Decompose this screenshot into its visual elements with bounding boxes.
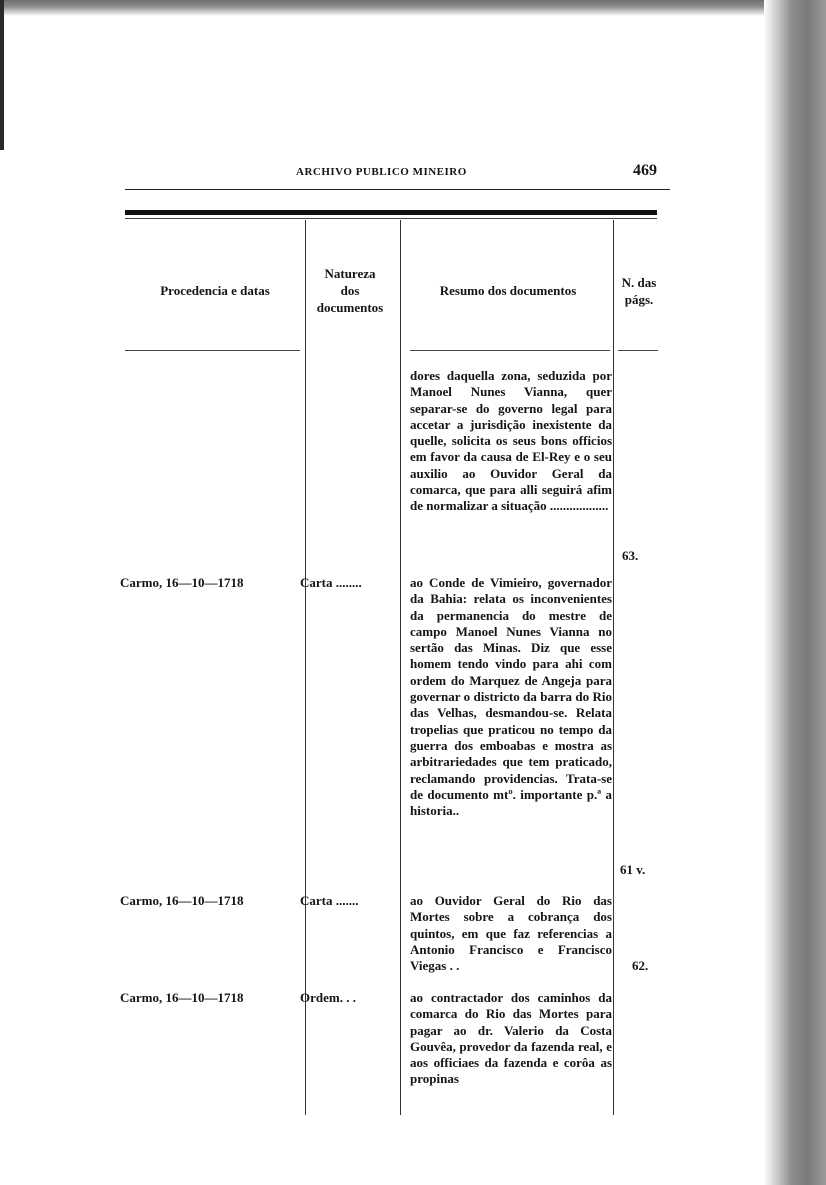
page-scan-left-edge [0, 0, 4, 150]
column-divider [400, 220, 401, 1115]
column-header-natureza-line: dos [340, 283, 360, 298]
column-header-natureza-line: documentos [316, 300, 384, 315]
table-top-thick-rule [125, 210, 657, 215]
column-header-paginas-line: págs. [624, 292, 654, 307]
column-header-natureza [300, 265, 400, 316]
column-divider [613, 220, 614, 1115]
entry-procedencia: Carmo, 16—10—1718 [120, 575, 244, 590]
header-bottom-rule [410, 350, 610, 351]
page-scan-binding-shadow [764, 0, 826, 1185]
entry-procedencia: Carmo, 16—10—1718 [120, 893, 244, 908]
column-header-resumo: Resumo dos documentos [439, 283, 577, 298]
column-header-natureza-line: Natureza [324, 266, 376, 281]
entry-paginas: 63. [622, 548, 639, 563]
entry-procedencia: Carmo, 16—10—1718 [120, 990, 244, 1005]
entry-paginas: 62. [632, 958, 649, 973]
entry-paginas: 61 v. [620, 862, 646, 877]
entry-resumo: ao contractador dos caminhos da comarca do Rio das Mortes para pagar ao dr. Valerio da Costa Gouvêa, provedor da fazenda real, e aos officiaes da fazenda e corôa as propinas [410, 990, 612, 1087]
column-header-procedencia: Procedencia e datas [160, 283, 270, 298]
column-header-paginas [614, 274, 664, 308]
entry-resumo: ao Conde de Vimieiro, governador da Bahia: relata os inconvenientes da permanencia do mestre de campo Manoel Nunes Vianna no sertão das Minas. Diz que esse homem tendo vindo para ahi com ordem do Marquez de Angeja para governar o districto da barra do Rio das Velhas, desmandou-se. Relata tropelias que praticou no tempo da guerra dos emboabas e mostra as arbitrariedades que tem praticado, reclamando providencias. Trata-se de documento mtº. importante p.ª a historia.. [410, 575, 612, 819]
entry-natureza: Ordem. . . [300, 990, 356, 1005]
entry-resumo: ao Ouvidor Geral do Rio das Mortes sobre a cobrança dos quintos, em que faz referencias a Antonio Francisco e Francisco Viegas . . [410, 893, 612, 974]
running-head: ARCHIVO PUBLICO MINEIRO [296, 166, 467, 178]
column-header-paginas-line: N. das [621, 275, 657, 290]
entry-resumo: dores daquella zona, seduzida por Manoel Nunes Vianna, quer separar-se do governo legal para accetar a jurisdição inexistente da quelle, solicita os seus bons officios em favor da causa de El-Rey e o seu auxilio ao Ouvidor Geral da comarca, que para alli seguirá afim de normalizar a situação .................. [410, 368, 612, 514]
entry-natureza: Carta ........ [300, 575, 362, 590]
column-divider [305, 220, 306, 1115]
page-number: 469 [633, 162, 657, 179]
header-bottom-rule [618, 350, 658, 351]
header-bottom-rule [125, 350, 300, 351]
header-rule [125, 189, 670, 190]
table-top-thin-rule [125, 218, 657, 219]
page-scan-top-edge [0, 0, 826, 16]
entry-natureza: Carta ....... [300, 893, 359, 908]
